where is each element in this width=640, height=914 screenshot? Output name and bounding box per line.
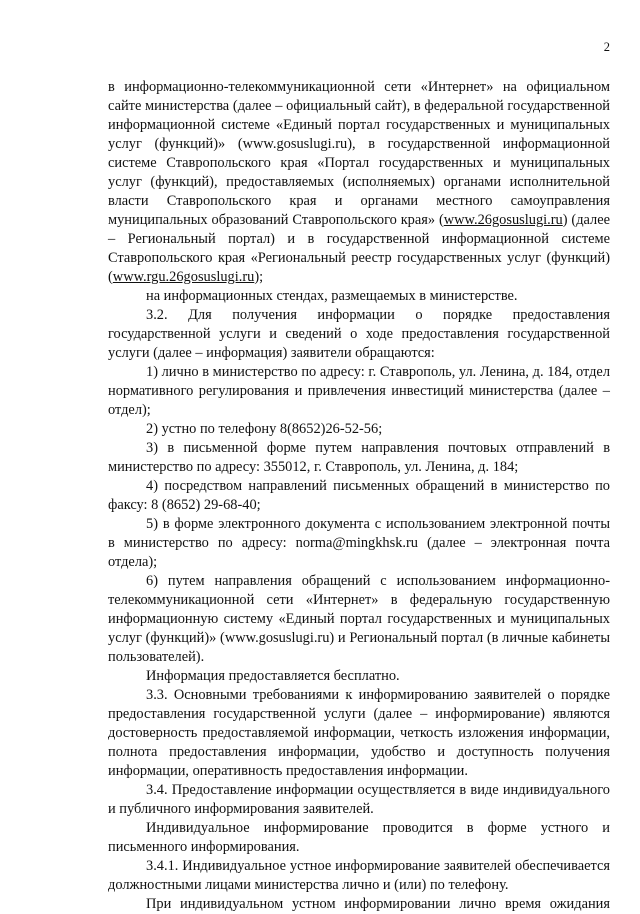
document-body xyxy=(108,78,610,914)
paragraph-waiting-time: При индивидуальном устном информировании лично время ожидания xyxy=(146,896,610,912)
paragraph-online-sources: в информационно-телекоммуникационной сети «Интернет» на официальном сайте министерства (далее – официальный сайт), в федеральной государственной информационной системе «Единый портал государственных и муниципальных услуг (функций)» (www.gosuslugi.ru), в государственной информационной системе Ставропольского края «Портал государственных и муниципальных услуг (функций), предоставляемых (исполняемых) органами исполнительной власти Ставропольского края и органами местного самоуправления муниципальных образований Ставропольского края» (www.26gosuslugi.ru) (далее – Региональный портал) и в государственной информационной системе Ставропольского края «Региональный реестр государственных услуг (функций) (www.rgu.26gosuslugi.ru); xyxy=(108,79,610,285)
list-item-email: 5) в форме электронного документа с использованием электронной почты в министерство по адресу: norma@mingkhsk.ru (далее – электронная почта отдела); xyxy=(108,516,610,570)
paragraph-3-4: 3.4. Предоставление информации осуществляется в виде индивидуального и публичного информирования заявителей. xyxy=(108,782,610,817)
regional-portal-link[interactable]: www.26gosuslugi.ru xyxy=(443,212,563,228)
regional-registry-link[interactable]: www.rgu.26gosuslugi.ru xyxy=(112,269,255,285)
paragraph-text: ); xyxy=(254,269,264,285)
list-item-phone: 2) устно по телефону 8(8652)26-52-56; xyxy=(146,421,383,437)
paragraph-3-4-1: 3.4.1. Индивидуальное устное информирование заявителей обеспечивается должностными лицами министерства лично и (или) по телефону. xyxy=(108,858,610,893)
list-item-in-person: 1) лично в министерство по адресу: г. Ставрополь, ул. Ленина, д. 184, отдел нормативного регулирования и привлечения инвестиций министерства (далее – отдел); xyxy=(108,364,610,418)
list-item-internet: 6) путем направления обращений с использованием информационно-телекоммуникационной сети «Интернет» в федеральную государственную информационную систему «Единый портал государственных и муниципальных услуг (функций)» (www.gosuslugi.ru) и Региональный портал (в личные кабинеты пользователей). xyxy=(108,573,610,665)
paragraph-text: в информационно-телекоммуникационной сети «Интернет» на официальном сайте министерства (далее – официальный сайт), в федеральной государственной информационной системе «Единый портал государственных и муниципальных услуг (функций)» (www.gosuslugi.ru), в государственной информационной системе Ставропольского края «Портал государственных и муниципальных услуг (функций), предоставляемых (исполняемых) органами исполнительной власти Ставропольского края и органами местного самоуправления муниципальных образований Ставропольского края» xyxy=(108,79,610,228)
paragraph-text: ) (далее – Региональный портал) и в государственной информационной системе Ставропольского края «Региональный реестр государственных услуг (функций) ( xyxy=(108,212,610,285)
paragraph-3-3: 3.3. Основными требованиями к информированию заявителей о порядке предоставления государственной услуги (далее – информирование) являются достоверность предоставляемой информации, четкость изложения информации, полнота предоставления информации, удобство и доступность получения информации, оперативность предоставления информации. xyxy=(108,687,610,779)
paragraph-3-2: 3.2. Для получения информации о порядке предоставления государственной услуги и сведений о ходе предоставления государственной услуги (далее – информация) заявители обращаются: xyxy=(108,307,610,361)
paragraph-individual-info: Индивидуальное информирование проводится в форме устного и письменного информирования. xyxy=(108,820,610,855)
page-number: 2 xyxy=(603,40,610,54)
list-item-fax: 4) посредством направлений письменных обращений в министерство по факсу: 8 (8652) 29-68-40; xyxy=(108,478,610,513)
paragraph-info-stands: на информационных стендах, размещаемых в министерстве. xyxy=(146,288,518,304)
paragraph-free-of-charge: Информация предоставляется бесплатно. xyxy=(146,668,400,684)
list-item-written: 3) в письменной форме путем направления почтовых отправлений в министерство по адресу: 355012, г. Ставрополь, ул. Ленина, д. 184; xyxy=(108,440,610,475)
